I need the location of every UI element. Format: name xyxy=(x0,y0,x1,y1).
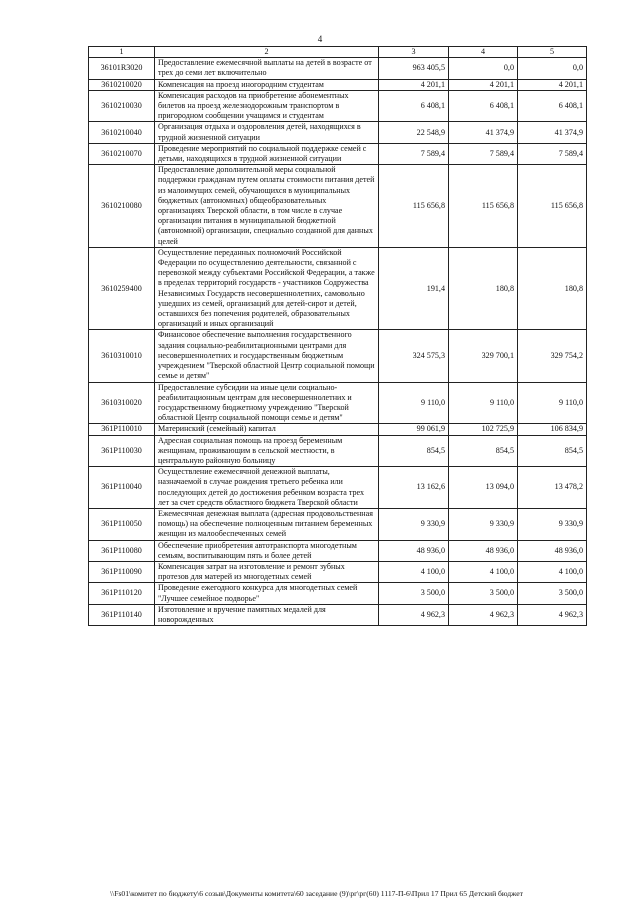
row-value-col3: 22 548,9 xyxy=(379,122,449,143)
table-row xyxy=(89,561,587,582)
row-value-col3: 854,5 xyxy=(379,435,449,467)
column-header-1: 1 xyxy=(89,47,155,58)
row-value-col4: 102 725,9 xyxy=(449,424,518,435)
table-row xyxy=(89,435,587,467)
column-header-5: 5 xyxy=(518,47,587,58)
table-row xyxy=(89,58,587,79)
row-value-col4: 3 500,0 xyxy=(449,583,518,604)
row-value-col4: 9 330,9 xyxy=(449,508,518,540)
row-value-col3: 9 110,0 xyxy=(379,382,449,424)
row-value-col5: 3 500,0 xyxy=(518,583,587,604)
row-value-col5: 9 110,0 xyxy=(518,382,587,424)
row-value-col3: 4 962,3 xyxy=(379,604,449,625)
row-value-col4: 9 110,0 xyxy=(449,382,518,424)
table-row xyxy=(89,143,587,164)
table-row xyxy=(89,90,587,122)
row-value-col3: 4 201,1 xyxy=(379,79,449,90)
row-value-col4: 115 656,8 xyxy=(449,165,518,248)
row-value-col3: 6 408,1 xyxy=(379,90,449,122)
row-value-col5: 854,5 xyxy=(518,435,587,467)
row-value-col4: 4 962,3 xyxy=(449,604,518,625)
row-code: 3610210080 xyxy=(89,165,155,248)
row-description: Ежемесячная денежная выплата (адресная продовольственная помощь) на обеспечение полноценным питанием беременных женщин из малообеспеченных семей xyxy=(155,508,379,540)
row-description: Компенсация затрат на изготовление и ремонт зубных протезов для матерей из многодетных семей xyxy=(155,561,379,582)
row-description: Финансовое обеспечение выполнения государственного задания социально-реабилитационными центрами для несовершеннолетних и государственным бюджетным учреждением "Тверской областной Центр социальной помощи семье и детям" xyxy=(155,330,379,382)
row-value-col5: 4 201,1 xyxy=(518,79,587,90)
column-header-3: 3 xyxy=(379,47,449,58)
row-value-col4: 41 374,9 xyxy=(449,122,518,143)
row-value-col5: 6 408,1 xyxy=(518,90,587,122)
row-value-col4: 4 100,0 xyxy=(449,561,518,582)
row-description: Осуществление переданных полномочий Российской Федерации по осуществлению деятельности, связанной с перевозкой между субъектами Российской Федерации, а также в пределах территорий государств - участников Содружества Независимых Государств несовершеннолетних, самовольно ушедших из семей, организаций для детей-сирот и детей, оставшихся без попечения родителей, образовательных организаций и иных организаций xyxy=(155,247,379,330)
row-code: 361P110120 xyxy=(89,583,155,604)
row-code: 3610210040 xyxy=(89,122,155,143)
row-description: Предоставление ежемесячной выплаты на детей в возрасте от трех до семи лет включительно xyxy=(155,58,379,79)
row-description: Адресная социальная помощь на проезд беременным женщинам, проживающим в сельской местности, в центральную районную больницу xyxy=(155,435,379,467)
row-description: Предоставление дополнительной меры социальной поддержки гражданам путем оплаты стоимости питания детей из малоимущих семей, обучающихся в муниципальных бюджетных (автономных) общеобразовательных организациях Тверской области, в том числе в случае организации питания в муниципальной бюджетной (автономной) организации, специально созданной для данных целей xyxy=(155,165,379,248)
row-description: Проведение мероприятий по социальной поддержке семей с детьми, находящихся в трудной жизненной ситуации xyxy=(155,143,379,164)
row-code: 361P110140 xyxy=(89,604,155,625)
row-code: 3610210020 xyxy=(89,79,155,90)
row-description: Обеспечение приобретения автотранспорта многодетным семьям, воспитывающим пять и более детей xyxy=(155,540,379,561)
table-row xyxy=(89,424,587,435)
row-value-col4: 180,8 xyxy=(449,247,518,330)
row-value-col3: 99 061,9 xyxy=(379,424,449,435)
table-row xyxy=(89,247,587,330)
row-code: 3610259400 xyxy=(89,247,155,330)
row-value-col4: 0,0 xyxy=(449,58,518,79)
row-code: 3610210070 xyxy=(89,143,155,164)
row-value-col3: 4 100,0 xyxy=(379,561,449,582)
row-code: 361P110090 xyxy=(89,561,155,582)
row-value-col3: 48 936,0 xyxy=(379,540,449,561)
table-row xyxy=(89,330,587,382)
footer-file-path: \\Fs01\комитет по бюджету\6 созыв\Документы комитета\60 заседание (9)\рг\рг(60) 1117-П-6\Прил 17 Прил 65 Детский бюджет xyxy=(110,889,523,898)
row-value-col4: 6 408,1 xyxy=(449,90,518,122)
row-code: 3610310010 xyxy=(89,330,155,382)
row-value-col5: 0,0 xyxy=(518,58,587,79)
row-description: Предоставление субсидии на иные цели социально-реабилитационным центрам для несовершеннолетних и государственному бюджетному учреждению "Тверской областной Центр социальной помощи семье и детям" xyxy=(155,382,379,424)
table-row xyxy=(89,79,587,90)
row-value-col5: 329 754,2 xyxy=(518,330,587,382)
row-value-col5: 7 589,4 xyxy=(518,143,587,164)
row-description: Компенсация на проезд иногородним студентам xyxy=(155,79,379,90)
row-value-col4: 854,5 xyxy=(449,435,518,467)
row-code: 36101R3020 xyxy=(89,58,155,79)
row-description: Проведение ежегодного конкурса для многодетных семей "Лучшее семейное подворье" xyxy=(155,583,379,604)
row-code: 361P110080 xyxy=(89,540,155,561)
row-value-col5: 106 834,9 xyxy=(518,424,587,435)
table-header-row xyxy=(89,47,587,58)
row-value-col3: 963 405,5 xyxy=(379,58,449,79)
row-description: Компенсация расходов на приобретение абонементных билетов на проезд железнодорожным транспортом в пригородном сообщении учащимся и студентам xyxy=(155,90,379,122)
row-code: 361P110010 xyxy=(89,424,155,435)
table-row xyxy=(89,508,587,540)
column-header-4: 4 xyxy=(449,47,518,58)
row-value-col5: 9 330,9 xyxy=(518,508,587,540)
row-value-col4: 13 094,0 xyxy=(449,467,518,509)
row-value-col3: 9 330,9 xyxy=(379,508,449,540)
row-value-col5: 13 478,2 xyxy=(518,467,587,509)
row-value-col5: 115 656,8 xyxy=(518,165,587,248)
row-value-col5: 180,8 xyxy=(518,247,587,330)
row-code: 361P110050 xyxy=(89,508,155,540)
table-row xyxy=(89,583,587,604)
table-row xyxy=(89,540,587,561)
row-value-col5: 4 962,3 xyxy=(518,604,587,625)
table-row xyxy=(89,382,587,424)
row-value-col4: 329 700,1 xyxy=(449,330,518,382)
row-value-col5: 4 100,0 xyxy=(518,561,587,582)
table-row xyxy=(89,604,587,625)
row-code: 361P110030 xyxy=(89,435,155,467)
row-value-col4: 7 589,4 xyxy=(449,143,518,164)
row-value-col4: 4 201,1 xyxy=(449,79,518,90)
row-description: Организация отдыха и оздоровления детей, находящихся в трудной жизненной ситуации xyxy=(155,122,379,143)
row-value-col3: 7 589,4 xyxy=(379,143,449,164)
table-row xyxy=(89,165,587,248)
row-code: 361P110040 xyxy=(89,467,155,509)
row-value-col5: 48 936,0 xyxy=(518,540,587,561)
row-value-col3: 191,4 xyxy=(379,247,449,330)
row-value-col3: 115 656,8 xyxy=(379,165,449,248)
row-code: 3610210030 xyxy=(89,90,155,122)
table-row xyxy=(89,467,587,509)
table-row xyxy=(89,122,587,143)
row-value-col3: 13 162,6 xyxy=(379,467,449,509)
row-value-col5: 41 374,9 xyxy=(518,122,587,143)
row-value-col3: 3 500,0 xyxy=(379,583,449,604)
row-description: Изготовление и вручение памятных медалей для новорожденных xyxy=(155,604,379,625)
page-number: 4 xyxy=(317,34,323,44)
row-description: Осуществление ежемесячной денежной выплаты, назначаемой в случае рождения третьего ребенка или последующих детей до достижения ребенком возраста трех лет за счет средств областного бюджета Тверской области xyxy=(155,467,379,509)
budget-table xyxy=(88,46,587,626)
row-code: 3610310020 xyxy=(89,382,155,424)
column-header-2: 2 xyxy=(155,47,379,58)
row-description: Материнский (семейный) капитал xyxy=(155,424,379,435)
row-value-col4: 48 936,0 xyxy=(449,540,518,561)
row-value-col3: 324 575,3 xyxy=(379,330,449,382)
